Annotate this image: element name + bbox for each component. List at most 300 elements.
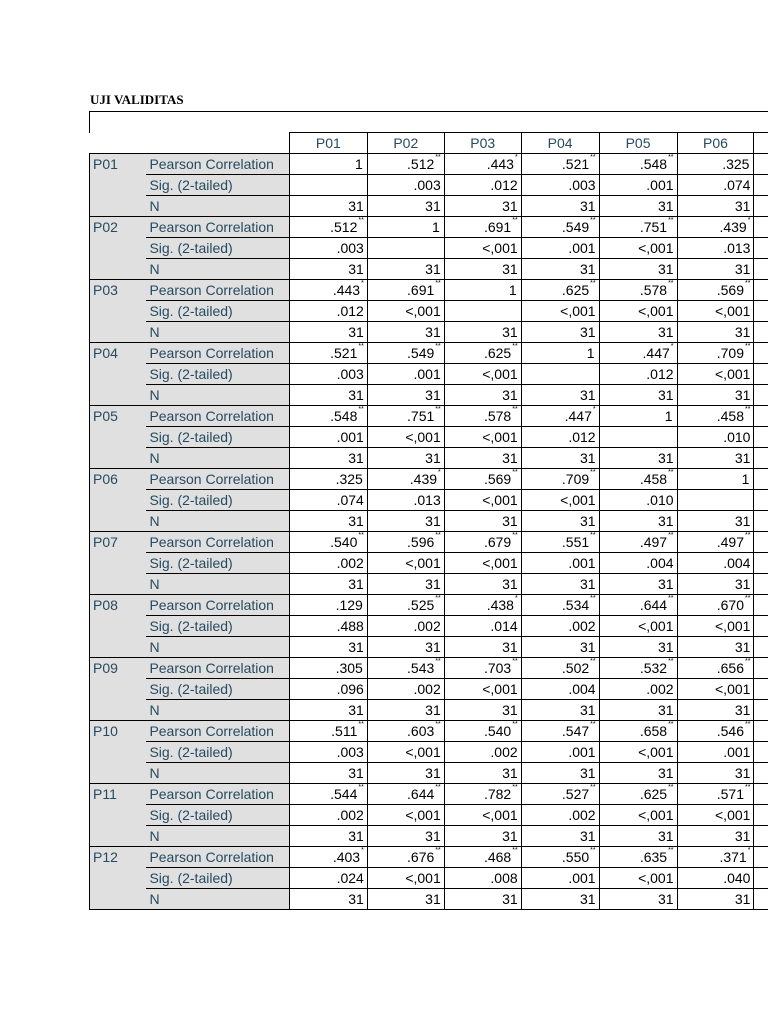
significance-cell: .001 — [521, 238, 599, 259]
significance-marker: ** — [512, 217, 518, 224]
statistic-label: Sig. (2-tailed) — [146, 679, 289, 700]
correlation-cell — [444, 532, 521, 553]
correlation-value: .129 — [335, 597, 363, 613]
significance-marker: ** — [668, 595, 674, 602]
significance-cell — [677, 490, 754, 511]
significance-marker: ** — [512, 532, 518, 539]
significance-cell: .012 — [599, 364, 677, 385]
significance-cell: .001 — [521, 553, 599, 574]
row-variable-label: P06 — [90, 469, 147, 532]
significance-cell: .010 — [677, 427, 754, 448]
n-cell: 31 — [367, 259, 444, 280]
row-variable-label: P10 — [90, 721, 147, 784]
correlation-value: .635 — [639, 849, 668, 865]
correlation-value: .403 — [332, 849, 361, 865]
header-corner — [90, 133, 290, 154]
correlation-cell — [521, 847, 599, 868]
row-variable-label: P04 — [90, 343, 147, 406]
significance-marker: ** — [512, 847, 518, 854]
correlation-value: .625 — [561, 282, 590, 298]
significance-marker: ** — [668, 217, 674, 224]
correlation-cell — [677, 280, 754, 301]
n-cell: 31 — [599, 889, 677, 910]
statistic-label: Pearson Correlation — [146, 154, 289, 175]
n-cell: 31 — [289, 259, 367, 280]
significance-cell: .040 — [677, 868, 754, 889]
n-cell: 31 — [444, 763, 521, 784]
correlation-value: .551 — [561, 534, 590, 550]
significance-cell — [599, 427, 677, 448]
significance-marker: ** — [668, 784, 674, 791]
significance-cell: <,001 — [599, 868, 677, 889]
cutoff-cell — [754, 595, 768, 616]
significance-cell: .010 — [599, 490, 677, 511]
column-header: P03 — [444, 133, 521, 154]
statistic-label: N — [146, 700, 289, 721]
cutoff-cell — [754, 889, 768, 910]
significance-cell: <,001 — [521, 301, 599, 322]
correlation-value: .709 — [561, 471, 590, 487]
significance-cell: <,001 — [521, 490, 599, 511]
correlation-cell — [289, 343, 367, 364]
correlation-value: .438 — [486, 597, 514, 613]
n-cell: 31 — [289, 826, 367, 847]
correlation-cell — [367, 658, 444, 679]
n-cell: 31 — [367, 763, 444, 784]
correlation-cell — [367, 847, 444, 868]
significance-cell: <,001 — [599, 238, 677, 259]
cutoff-cell — [754, 469, 768, 490]
correlation-cell — [677, 784, 754, 805]
n-cell: 31 — [367, 196, 444, 217]
n-cell: 31 — [444, 322, 521, 343]
n-cell: 31 — [599, 448, 677, 469]
correlation-value: .325 — [722, 156, 750, 172]
correlation-cell — [599, 595, 677, 616]
correlation-cell — [521, 343, 599, 364]
significance-cell: .012 — [521, 427, 599, 448]
table-row — [90, 364, 768, 385]
correlation-value: .443 — [332, 282, 361, 298]
correlation-value: .548 — [639, 156, 668, 172]
significance-marker: ** — [358, 532, 364, 539]
correlation-value: .525 — [407, 597, 435, 613]
statistic-label: N — [146, 259, 289, 280]
table-row — [90, 469, 768, 490]
n-cell: 31 — [599, 511, 677, 532]
table-row — [90, 868, 768, 889]
row-variable-label: P03 — [90, 280, 147, 343]
significance-marker: ** — [668, 280, 674, 287]
significance-cell — [367, 238, 444, 259]
n-cell: 31 — [367, 637, 444, 658]
correlation-value: .325 — [335, 471, 363, 487]
correlation-cell — [521, 217, 599, 238]
cutoff-cell — [754, 826, 768, 847]
correlation-value: .546 — [716, 723, 744, 739]
table-row — [90, 763, 768, 784]
cutoff-cell — [754, 679, 768, 700]
correlation-cell — [367, 343, 444, 364]
n-cell: 31 — [521, 259, 599, 280]
statistic-label: Pearson Correlation — [146, 784, 289, 805]
significance-marker: ** — [358, 343, 364, 350]
statistic-label: N — [146, 574, 289, 595]
n-cell: 31 — [367, 385, 444, 406]
significance-marker: ** — [744, 406, 751, 413]
correlation-value: .548 — [330, 408, 358, 424]
significance-marker: ** — [435, 595, 441, 602]
correlation-cell — [599, 847, 677, 868]
significance-marker: * — [670, 343, 674, 350]
significance-cell: .004 — [521, 679, 599, 700]
correlation-cell — [444, 469, 521, 490]
cutoff-cell — [754, 322, 768, 343]
correlation-value: .458 — [639, 471, 668, 487]
n-cell: 31 — [521, 322, 599, 343]
n-cell: 31 — [677, 322, 754, 343]
statistic-label: Sig. (2-tailed) — [146, 175, 289, 196]
table-row — [90, 301, 768, 322]
correlation-value: .468 — [483, 849, 512, 865]
significance-cell: <,001 — [677, 679, 754, 700]
significance-cell: <,001 — [677, 805, 754, 826]
significance-cell: <,001 — [444, 364, 521, 385]
correlation-value: .305 — [335, 660, 363, 676]
correlation-table-body — [90, 133, 768, 910]
significance-cell: <,001 — [677, 616, 754, 637]
cutoff-cell — [754, 385, 768, 406]
statistic-label: N — [146, 385, 289, 406]
row-variable-label: P11 — [90, 784, 147, 847]
n-cell: 31 — [521, 700, 599, 721]
n-cell: 31 — [677, 385, 754, 406]
n-cell: 31 — [444, 385, 521, 406]
significance-cell: <,001 — [599, 805, 677, 826]
significance-marker: ** — [435, 343, 441, 350]
significance-marker: ** — [668, 469, 674, 476]
table-row — [90, 889, 768, 910]
significance-marker: ** — [590, 217, 596, 224]
correlation-value: .751 — [407, 408, 435, 424]
significance-cell: .013 — [367, 490, 444, 511]
significance-cell: <,001 — [444, 679, 521, 700]
significance-cell: .002 — [367, 616, 444, 637]
significance-marker: ** — [358, 721, 364, 728]
n-cell: 31 — [677, 196, 754, 217]
correlation-cell — [367, 532, 444, 553]
significance-marker: * — [361, 280, 364, 287]
cutoff-cell — [754, 574, 768, 595]
correlation-value: .625 — [483, 345, 512, 361]
correlation-cell — [367, 280, 444, 301]
cutoff-cell — [754, 280, 768, 301]
correlation-cell — [289, 532, 367, 553]
correlation-value: .569 — [483, 471, 512, 487]
column-header: P02 — [367, 133, 444, 154]
n-cell: 31 — [289, 574, 367, 595]
correlation-cell — [599, 406, 677, 427]
statistic-label: Sig. (2-tailed) — [146, 364, 289, 385]
cutoff-cell — [754, 175, 768, 196]
significance-marker: ** — [744, 343, 751, 350]
statistic-label: Sig. (2-tailed) — [146, 553, 289, 574]
correlation-value: .709 — [716, 345, 744, 361]
correlation-cell — [289, 595, 367, 616]
correlation-value: .544 — [330, 786, 358, 802]
correlation-value: .534 — [561, 597, 590, 613]
correlation-value: .458 — [716, 408, 744, 424]
n-cell: 31 — [367, 826, 444, 847]
correlation-cell — [521, 154, 599, 175]
correlation-value: .679 — [483, 534, 512, 550]
correlation-cell — [677, 658, 754, 679]
significance-marker: ** — [668, 721, 674, 728]
correlation-value: .497 — [639, 534, 668, 550]
n-cell: 31 — [677, 637, 754, 658]
correlation-value: .571 — [716, 786, 744, 802]
n-cell: 31 — [367, 574, 444, 595]
significance-cell: <,001 — [367, 301, 444, 322]
statistic-label: Pearson Correlation — [146, 658, 289, 679]
correlation-cell — [367, 784, 444, 805]
significance-cell: .074 — [677, 175, 754, 196]
n-cell: 31 — [599, 826, 677, 847]
header-row — [90, 133, 768, 154]
n-cell: 31 — [367, 700, 444, 721]
significance-cell: .002 — [289, 805, 367, 826]
significance-cell: .001 — [677, 742, 754, 763]
n-cell: 31 — [289, 763, 367, 784]
n-cell: 31 — [289, 385, 367, 406]
table-row — [90, 217, 768, 238]
statistic-label: N — [146, 322, 289, 343]
correlation-value: .550 — [561, 849, 590, 865]
table-row — [90, 322, 768, 343]
table-row — [90, 616, 768, 637]
n-cell: 31 — [289, 322, 367, 343]
significance-cell: .002 — [289, 553, 367, 574]
correlation-value: 1 — [508, 282, 517, 298]
statistic-label: Pearson Correlation — [146, 847, 289, 868]
table-row — [90, 805, 768, 826]
n-cell: 31 — [599, 763, 677, 784]
table-row — [90, 574, 768, 595]
significance-cell: .002 — [367, 679, 444, 700]
correlation-cell — [289, 658, 367, 679]
correlation-cell — [599, 217, 677, 238]
statistic-label: Pearson Correlation — [146, 280, 289, 301]
correlation-value: 1 — [664, 408, 673, 424]
correlation-cell — [599, 154, 677, 175]
significance-marker: ** — [590, 532, 596, 539]
n-cell: 31 — [444, 637, 521, 658]
significance-marker: ** — [668, 658, 674, 665]
significance-cell: .002 — [599, 679, 677, 700]
significance-cell: <,001 — [367, 805, 444, 826]
correlation-cell — [677, 469, 754, 490]
table-row — [90, 490, 768, 511]
correlation-cell — [677, 532, 754, 553]
correlation-cell — [521, 469, 599, 490]
significance-cell: <,001 — [599, 616, 677, 637]
statistic-label: N — [146, 196, 289, 217]
correlation-cell — [599, 343, 677, 364]
correlation-value: 1 — [355, 156, 363, 172]
table-row — [90, 259, 768, 280]
significance-marker: ** — [435, 784, 441, 791]
table-row — [90, 196, 768, 217]
significance-cell: .004 — [677, 553, 754, 574]
significance-cell: .001 — [521, 868, 599, 889]
significance-marker: ** — [744, 784, 751, 791]
significance-marker: ** — [590, 154, 596, 161]
row-variable-label: P02 — [90, 217, 147, 280]
table-row — [90, 637, 768, 658]
significance-marker: ** — [435, 721, 441, 728]
correlation-cell — [444, 784, 521, 805]
n-cell: 31 — [521, 889, 599, 910]
statistic-label: N — [146, 511, 289, 532]
significance-marker: ** — [435, 658, 441, 665]
n-cell: 31 — [677, 259, 754, 280]
correlation-value: .540 — [330, 534, 358, 550]
cutoff-cell — [754, 343, 768, 364]
table-row — [90, 847, 768, 868]
n-cell: 31 — [677, 700, 754, 721]
cutoff-cell — [754, 301, 768, 322]
statistic-label: Pearson Correlation — [146, 721, 289, 742]
n-cell: 31 — [521, 763, 599, 784]
significance-cell: .001 — [521, 742, 599, 763]
correlation-cell — [367, 154, 444, 175]
significance-marker: ** — [668, 154, 674, 161]
significance-cell: .004 — [599, 553, 677, 574]
correlation-value: .751 — [639, 219, 668, 235]
statistic-label: N — [146, 448, 289, 469]
correlation-value: 1 — [586, 345, 595, 361]
correlation-cell — [599, 784, 677, 805]
n-cell: 31 — [677, 826, 754, 847]
significance-cell: <,001 — [677, 364, 754, 385]
significance-marker: ** — [512, 658, 518, 665]
correlation-cell — [521, 784, 599, 805]
correlation-cell — [599, 469, 677, 490]
correlation-value: .502 — [561, 660, 590, 676]
correlation-cell — [367, 595, 444, 616]
significance-marker: ** — [358, 217, 364, 224]
correlation-value: .521 — [330, 345, 358, 361]
correlation-value: .439 — [719, 219, 747, 235]
n-cell: 31 — [444, 574, 521, 595]
statistic-label: Pearson Correlation — [146, 217, 289, 238]
cutoff-cell — [754, 217, 768, 238]
significance-cell: .003 — [289, 742, 367, 763]
significance-marker: ** — [590, 847, 596, 854]
cutoff-cell — [754, 847, 768, 868]
n-cell: 31 — [367, 448, 444, 469]
significance-cell: .074 — [289, 490, 367, 511]
correlation-cell — [289, 217, 367, 238]
table-row — [90, 721, 768, 742]
statistic-label: Pearson Correlation — [146, 469, 289, 490]
significance-marker: * — [361, 847, 364, 854]
n-cell: 31 — [677, 574, 754, 595]
significance-cell: .001 — [599, 175, 677, 196]
significance-cell: .003 — [289, 238, 367, 259]
correlation-value: .603 — [407, 723, 435, 739]
n-cell: 31 — [599, 322, 677, 343]
significance-marker: * — [514, 595, 518, 602]
column-header: P01 — [289, 133, 367, 154]
significance-marker: ** — [590, 658, 596, 665]
table-row — [90, 595, 768, 616]
row-variable-label: P12 — [90, 847, 147, 910]
significance-cell — [521, 364, 599, 385]
cutoff-cell — [754, 700, 768, 721]
significance-marker: ** — [744, 721, 751, 728]
n-cell: 31 — [289, 448, 367, 469]
column-header-cutoff — [754, 133, 768, 154]
n-cell: 31 — [521, 511, 599, 532]
correlation-value: .497 — [716, 534, 744, 550]
table-row — [90, 427, 768, 448]
correlation-cell — [677, 721, 754, 742]
significance-cell: .096 — [289, 679, 367, 700]
n-cell: 31 — [521, 574, 599, 595]
table-row — [90, 238, 768, 259]
significance-marker: ** — [435, 847, 441, 854]
correlation-value: .543 — [407, 660, 435, 676]
significance-marker: ** — [512, 406, 518, 413]
significance-cell: <,001 — [599, 742, 677, 763]
correlation-value: .443 — [486, 156, 514, 172]
significance-marker: ** — [744, 658, 751, 665]
significance-marker: ** — [435, 532, 441, 539]
row-variable-label: P07 — [90, 532, 147, 595]
n-cell: 31 — [599, 385, 677, 406]
n-cell: 31 — [599, 574, 677, 595]
significance-cell: <,001 — [444, 238, 521, 259]
n-cell: 31 — [367, 889, 444, 910]
significance-marker: ** — [590, 595, 596, 602]
n-cell: 31 — [521, 637, 599, 658]
correlation-cell — [444, 847, 521, 868]
n-cell: 31 — [444, 889, 521, 910]
correlation-value: .691 — [483, 219, 512, 235]
significance-cell: .013 — [677, 238, 754, 259]
correlation-value: .527 — [561, 786, 590, 802]
cutoff-cell — [754, 406, 768, 427]
n-cell: 31 — [444, 196, 521, 217]
significance-cell: .003 — [367, 175, 444, 196]
significance-marker: ** — [435, 406, 441, 413]
correlation-value: .532 — [639, 660, 668, 676]
row-variable-label: P09 — [90, 658, 147, 721]
correlation-cell — [289, 847, 367, 868]
significance-cell: <,001 — [367, 553, 444, 574]
n-cell: 31 — [599, 259, 677, 280]
significance-cell — [444, 301, 521, 322]
significance-cell: .001 — [367, 364, 444, 385]
table-row — [90, 553, 768, 574]
correlation-cell — [289, 406, 367, 427]
row-variable-label: P08 — [90, 595, 147, 658]
significance-cell: <,001 — [444, 553, 521, 574]
correlation-value: 1 — [431, 219, 440, 235]
significance-marker: ** — [435, 280, 441, 287]
correlation-value: .569 — [716, 282, 744, 298]
